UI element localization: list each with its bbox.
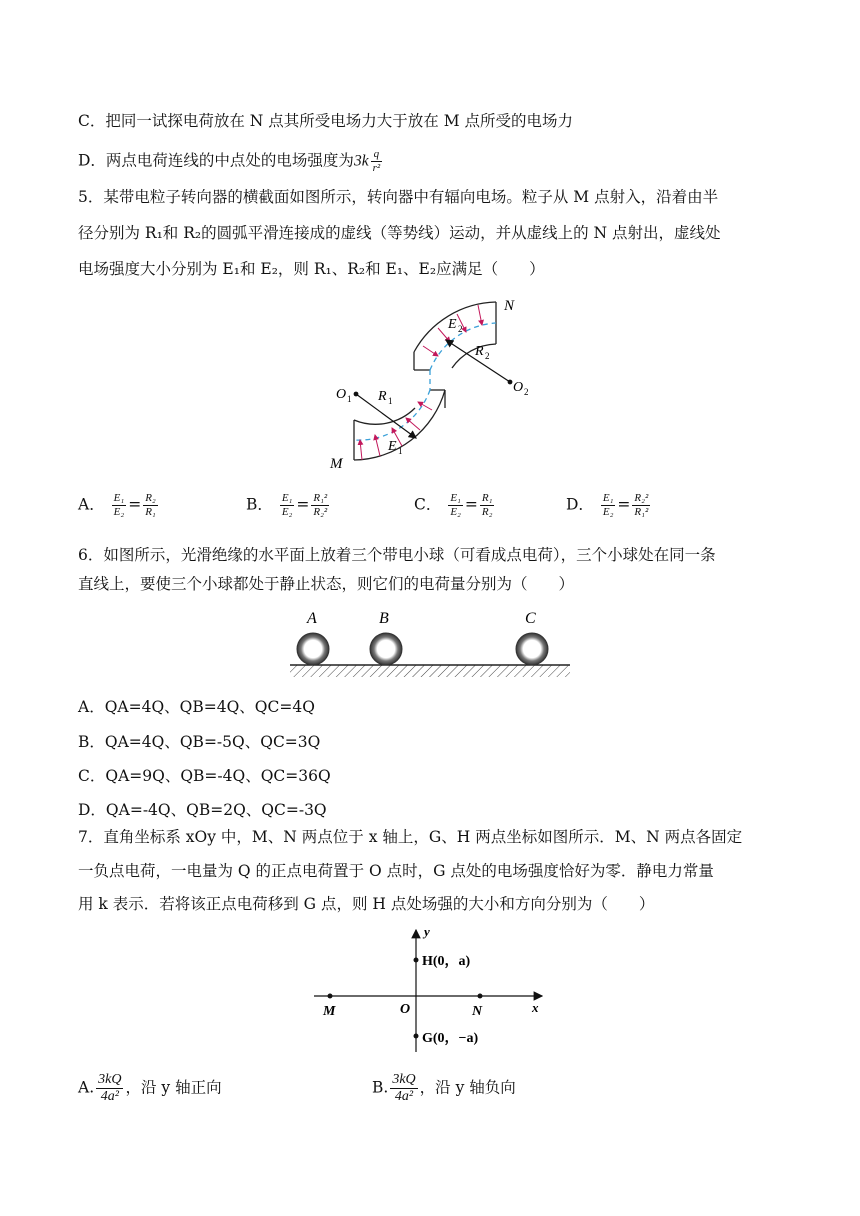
option-label: A. bbox=[78, 1078, 95, 1097]
fraction-numerator: E₁ bbox=[113, 492, 125, 504]
fraction-numerator: R₂ bbox=[145, 492, 156, 504]
point-h bbox=[414, 958, 419, 963]
upper-arc bbox=[414, 302, 496, 370]
option-label: D． bbox=[566, 495, 594, 514]
label-o2: O bbox=[513, 380, 524, 395]
q5-option-b: B． $\frac{\text{E₁}}{\text{E₂}}$ = $\frac{\text{R₁²}}{\text{R₂²}}$ bbox=[246, 492, 328, 518]
q6-option-b: B．QA=4Q、QB=-5Q、QC=3Q bbox=[78, 733, 321, 751]
q6-three-balls-figure bbox=[288, 606, 572, 686]
lhs-fraction bbox=[280, 492, 295, 519]
center-o2 bbox=[508, 380, 513, 385]
q5-option-a: A． $\frac{\text{E₁}}{\text{E₂}}$ = $\frac{\text{R₂}}{\text{R₁}}$ bbox=[78, 492, 156, 518]
field-arrows bbox=[360, 305, 482, 460]
q6-option-d: D．QA=-4Q、QB=2Q、QC=-3Q bbox=[78, 801, 327, 819]
q7-option-a bbox=[78, 1072, 222, 1105]
ball-b bbox=[370, 633, 402, 665]
fraction-denominator: E₂ bbox=[450, 506, 461, 518]
fraction-numerator: R₂² bbox=[634, 492, 649, 504]
rhs-fraction bbox=[143, 492, 158, 519]
label-g: G(0，−a) bbox=[422, 1031, 479, 1046]
label-r2-sub: 2 bbox=[485, 351, 490, 361]
q4-option-d-fraction bbox=[371, 148, 383, 175]
lhs-fraction bbox=[448, 492, 463, 519]
q4-option-c: C．把同一试探电荷放在 N 点其所受电场力大于放在 M 点所受的电场力 bbox=[78, 112, 574, 130]
option-b-fraction bbox=[390, 1072, 417, 1105]
rhs-fraction bbox=[480, 492, 495, 519]
center-o1 bbox=[354, 392, 359, 397]
option-text: ，沿 y 轴正向 bbox=[125, 1078, 222, 1097]
fraction-denominator: E₂ bbox=[281, 506, 293, 518]
point-g bbox=[414, 1034, 419, 1039]
label-e1: E bbox=[388, 439, 397, 454]
label-o2-sub: 2 bbox=[524, 387, 529, 397]
fraction-numerator: E₁ bbox=[602, 492, 614, 504]
q6-stem-line1: 6．如图所示，光滑绝缘的水平面上放着三个带电小球（可看成点电荷），三个小球处在同一条 bbox=[78, 546, 716, 564]
point-m bbox=[328, 994, 333, 999]
option-text: ，沿 y 轴负向 bbox=[419, 1078, 516, 1097]
label-o: O bbox=[400, 1002, 411, 1017]
q5-stem-line2: 径分别为 R₁和 R₂的圆弧平滑连接成的虚线（等势线）运动，并从虚线上的 N 点射出，虚线处 bbox=[78, 224, 721, 242]
fraction-denominator: E₂ bbox=[602, 506, 614, 518]
q4-option-d-coef: 3k bbox=[353, 152, 369, 170]
fraction-denominator: R₁ bbox=[145, 506, 156, 518]
fraction-denominator: r² bbox=[372, 162, 381, 174]
label-r2: R bbox=[475, 344, 484, 359]
label-n: N bbox=[472, 1004, 483, 1019]
fraction-denominator: E₂ bbox=[113, 506, 125, 518]
label-e1-sub: 1 bbox=[398, 446, 403, 456]
option-label: B. bbox=[372, 1078, 389, 1097]
q5-stem-line1: 5．某带电粒子转向器的横截面如图所示，转向器中有辐向电场。粒子从 M 点射入，沿着由半 bbox=[78, 188, 719, 206]
fraction-numerator: E₁ bbox=[450, 492, 461, 504]
point-n bbox=[478, 994, 483, 999]
label-h: H(0，a) bbox=[422, 954, 471, 969]
fraction-numerator: R₁² bbox=[313, 492, 328, 504]
q7-coordinate-figure bbox=[310, 924, 550, 1058]
label-a: A bbox=[307, 610, 317, 627]
q6-option-c: C．QA=9Q、QB=-4Q、QC=36Q bbox=[78, 767, 331, 785]
fraction-denominator: R₂ bbox=[481, 506, 493, 518]
q5-option-d: D． $\frac{\text{E₁}}{\text{E₂}}$ = $\frac{\text{R₂²}}{\text{R₁²}}$ bbox=[566, 492, 649, 518]
fraction-denominator: 4a² bbox=[394, 1089, 414, 1104]
fraction-denominator: R₂² bbox=[313, 506, 328, 518]
q7-stem-line3: 用 k 表示．若将该正点电荷移到 G 点，则 H 点处场强的大小和方向分别为（ ） bbox=[78, 895, 655, 913]
label-o1: O bbox=[336, 387, 347, 402]
q7-stem-line2: 一负点电荷，一电量为 Q 的正点电荷置于 O 点时，G 点处的电场强度恰好为零．静电力常量 bbox=[78, 862, 714, 880]
q7-stem-line1: 7．直角坐标系 xOy 中，M、N 两点位于 x 轴上，G、H 两点坐标如图所示．M、N 两点各固定 bbox=[78, 828, 743, 846]
option-label: B． bbox=[246, 495, 273, 514]
label-b: B bbox=[379, 610, 389, 627]
label-r1-sub: 1 bbox=[388, 396, 393, 406]
ball-a bbox=[297, 633, 329, 665]
rhs-fraction bbox=[632, 492, 650, 519]
fraction-numerator: 3kQ bbox=[392, 1072, 416, 1087]
label-e2-sub: 2 bbox=[458, 324, 463, 334]
ball-c bbox=[516, 633, 548, 665]
label-n: N bbox=[504, 298, 515, 314]
fraction-denominator: R₁² bbox=[634, 506, 649, 518]
q6-option-a: A．QA=4Q、QB=4Q、QC=4Q bbox=[78, 698, 315, 716]
ground-hatch bbox=[290, 665, 570, 677]
label-o1-sub: 1 bbox=[347, 394, 352, 404]
fraction-numerator: q bbox=[371, 148, 383, 162]
q5-deflector-figure bbox=[320, 290, 550, 480]
q5-stem-line3: 电场强度大小分别为 E₁和 E₂，则 R₁、R₂和 E₁、E₂应满足（ ） bbox=[78, 260, 545, 278]
label-m: M bbox=[323, 1004, 336, 1019]
rhs-fraction bbox=[311, 492, 329, 519]
label-m: M bbox=[330, 456, 343, 472]
label-c: C bbox=[525, 610, 536, 627]
label-y: y bbox=[424, 924, 430, 939]
fraction-numerator: R₁ bbox=[481, 492, 493, 504]
lhs-fraction bbox=[601, 492, 616, 519]
q5-option-c: C． $\frac{\text{E₁}}{\text{E₂}}$ = $\frac{\text{R₁}}{\text{R₂}}$ bbox=[414, 492, 493, 518]
q4-option-d-text: D．两点电荷连线的中点处的电场强度为 bbox=[78, 151, 354, 170]
fraction-denominator: 4a² bbox=[100, 1089, 119, 1104]
label-x: x bbox=[532, 1000, 539, 1015]
q7-option-b bbox=[372, 1072, 516, 1105]
option-a-fraction bbox=[96, 1072, 123, 1105]
fraction-numerator: 3kQ bbox=[98, 1072, 122, 1087]
q6-stem-line2: 直线上，要使三个小球都处于静止状态，则它们的电荷量分别为（ ） bbox=[78, 575, 575, 593]
q4-option-d bbox=[78, 148, 384, 175]
lhs-fraction bbox=[112, 492, 127, 519]
label-e2: E bbox=[448, 317, 457, 332]
label-r1: R bbox=[378, 389, 387, 404]
option-label: C． bbox=[414, 495, 442, 514]
fraction-numerator: E₁ bbox=[281, 492, 293, 504]
option-label: A． bbox=[78, 495, 105, 514]
